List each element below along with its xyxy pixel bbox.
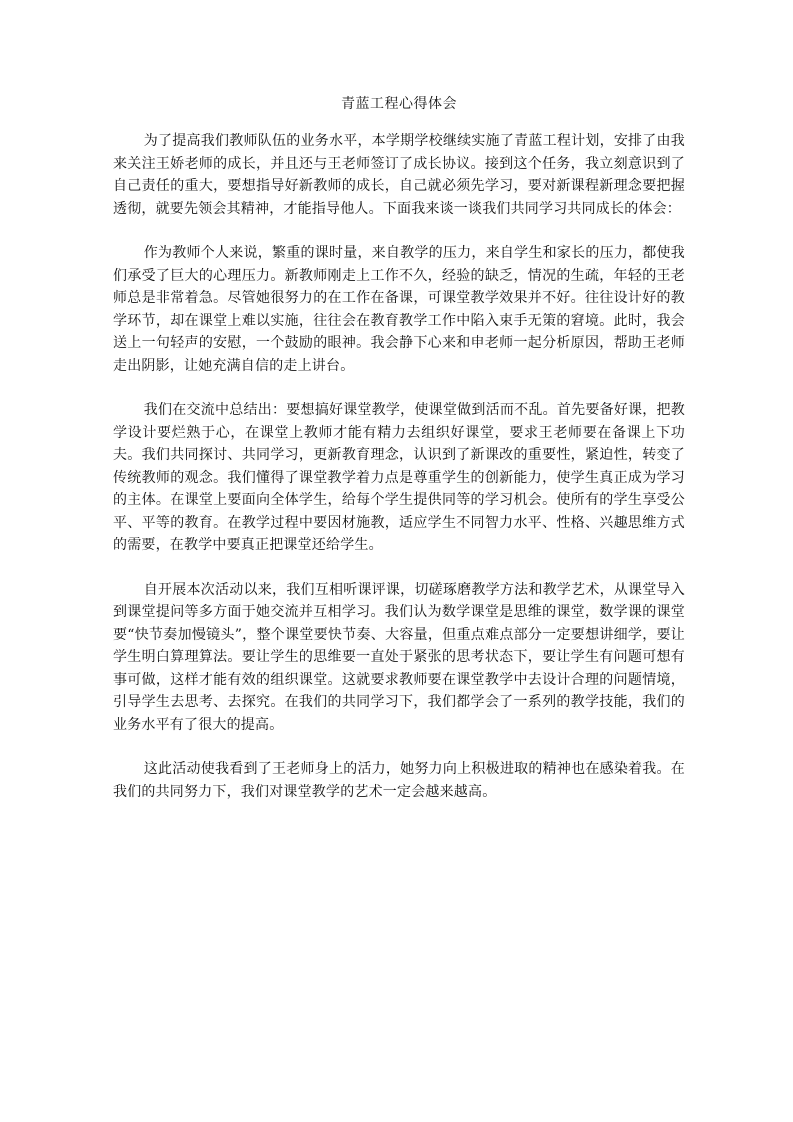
paragraph-1: 为了提高我们教师队伍的业务水平，本学期学校继续实施了青蓝工程计划，安排了由我来关注王娇老师的成长，并且还与王老师签订了成长协议。接到这个任务，我立刻意识到了自己责任的重大，要想指导好新教师的成长，自己就必须先学习，要对新课程新理念要把握透彻，就要先领会其精神，才能指导他人。下面我来谈一谈我们共同学习共同成长的体会： bbox=[113, 133, 685, 217]
paragraph-5: 这此活动使我看到了王老师身上的活力，她努力向上积极进取的精神也在感染着我。在我们的共同努力下，我们对课堂教学的艺术一定会越来越高。 bbox=[113, 761, 685, 800]
document-page bbox=[113, 94, 685, 825]
paragraph-4: 自开展本次活动以来，我们互相听课评课，切磋琢磨教学方法和教学艺术，从课堂导入到课堂提问等多方面于她交流并互相学习。我们认为数学课堂是思维的课堂，数学课的课堂要“快节奏加慢镜头”，整个课堂要快节奏、大容量，但重点难点部分一定要想讲细学，要让学生明白算理算法。要让学生的思维要一直处于紧张的思考状态下，要让学生有问题可想有事可做，这样才能有效的组织课堂。这就要求教师要在课堂教学中去设计合理的问题情境，引导学生去思考、去探究。在我们的共同学习下，我们都学会了一系列的教学技能，我们的业务水平有了很大的提高。 bbox=[113, 581, 685, 733]
paragraph-2: 作为教师个人来说，繁重的课时量，来自教学的压力，来自学生和家长的压力，都使我们承受了巨大的心理压力。新教师刚走上工作不久，经验的缺乏，情况的生疏，年轻的王老师总是非常着急。尽管她很努力的在工作在备课，可课堂教学效果并不好。往往设计好的教学环节，却在课堂上难以实施，往往会在教育教学工作中陷入束手无策的窘境。此时，我会送上一句轻声的安慰，一个鼓励的眼神。我会静下心来和申老师一起分析原因，帮助王老师走出阴影，让她充满自信的走上讲台。 bbox=[113, 245, 685, 374]
paragraph-3: 我们在交流中总结出：要想搞好课堂教学，使课堂做到活而不乱。首先要备好课，把教学设计要烂熟于心，在课堂上教师才能有精力去组织好课堂，要求王老师要在备课上下功夫。我们共同探讨、共同学习，更新教育理念，认识到了新课改的重要性，紧迫性，转变了传统教师的观念。我们懂得了课堂教学着力点是尊重学生的创新能力，使学生真正成为学习的主体。在课堂上要面向全体学生，给每个学生提供同等的学习机会。使所有的学生享受公平、平等的教育。在教学过程中要因材施教，适应学生不同智力水平、性格、兴趣思维方式的需要，在教学中要真正把课堂还给学生。 bbox=[113, 402, 685, 553]
document-title: 青蓝工程心得体会 bbox=[341, 96, 457, 112]
